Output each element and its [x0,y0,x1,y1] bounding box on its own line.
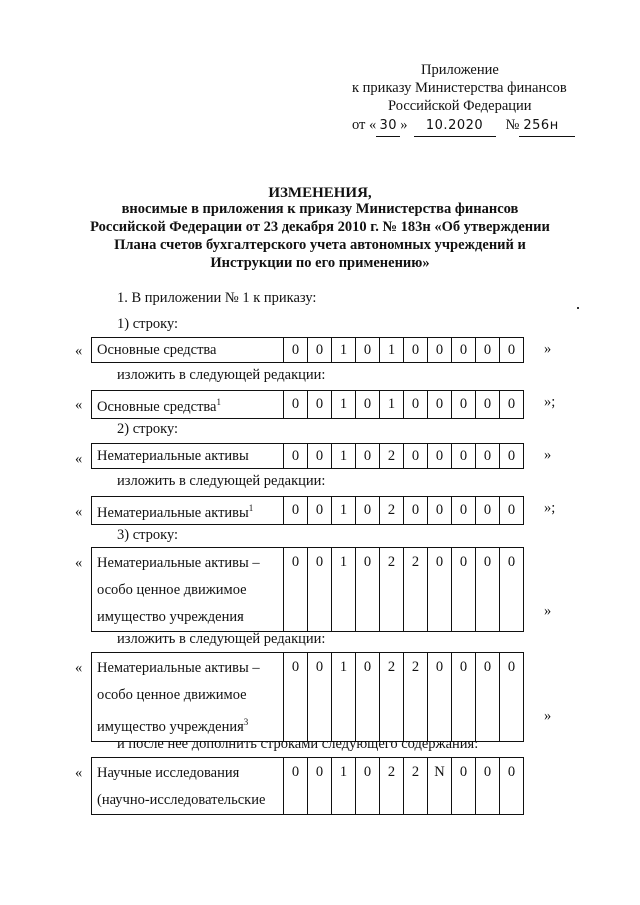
digit: 0 [284,497,308,525]
open-quote: « [75,343,83,359]
account-row-intangible-valuable-new [91,652,524,742]
open-quote: « [75,555,83,571]
digit: 1 [332,548,356,632]
digit: 1 [332,653,356,742]
order-number: 256н [519,116,575,137]
date-month-year: 10.2020 [414,116,496,137]
digit: 0 [356,444,380,469]
digit: 0 [308,758,332,815]
digit: 0 [500,497,524,525]
close-quote: »; [544,500,556,516]
digit: 0 [428,338,452,363]
digit: 2 [404,653,428,742]
header-line-1: Приложение [421,62,499,78]
account-name: Нематериальные активы$^1$ [92,497,284,525]
digit: 0 [356,391,380,419]
digit: 0 [476,391,500,419]
digit: 0 [356,338,380,363]
number-label: № [505,117,520,133]
digit: 0 [284,444,308,469]
digit: 0 [404,444,428,469]
account-row-fixed-assets [91,337,524,363]
digit: 0 [452,444,476,469]
date-mid: » [400,117,408,133]
digit: 0 [356,497,380,525]
redaction-note: изложить в следующей редакции: [117,473,326,489]
account-name: Основные средства$^1$ [92,391,284,419]
account-name: Нематериальные активы [92,444,284,469]
digit: 0 [428,497,452,525]
close-quote: » [544,603,552,619]
digit: 0 [476,653,500,742]
digit: 0 [308,653,332,742]
digit: 1 [380,338,404,363]
digit: 0 [356,653,380,742]
digit: 0 [500,391,524,419]
digit: 0 [500,338,524,363]
account-row-intangible-valuable [91,547,524,632]
close-quote: » [544,708,552,724]
digit: 0 [452,653,476,742]
digit: 1 [332,758,356,815]
close-quote: » [544,447,552,463]
digit: 0 [500,653,524,742]
append-note: и после нее дополнить строками следующего содержания: [117,736,479,752]
digit: 0 [308,391,332,419]
digit: 2 [380,548,404,632]
scan-speck [577,307,579,309]
digit: 0 [308,338,332,363]
title-line-2: вносимые в приложения к приказу Министерства финансов [121,201,519,217]
item-3: 3) строку: [117,527,179,543]
digit: 0 [404,391,428,419]
digit: 1 [332,444,356,469]
account-name: Научные исследования (научно-исследовательские [92,758,284,815]
title-main: ИЗМЕНЕНИЯ, [268,185,372,201]
digit: 0 [356,548,380,632]
title-line-3: Российской Федерации от 23 декабря 2010 г. № 183н «Об утверждении [90,219,550,235]
digit: 0 [476,758,500,815]
account-row-intangible-assets [91,443,524,469]
digit: 0 [476,338,500,363]
header-line-2: к приказу Министерства финансов [352,80,567,96]
digit: 0 [500,444,524,469]
digit: 0 [500,548,524,632]
item-1: 1) строку: [117,316,179,332]
digit: 1 [332,391,356,419]
digit: 0 [308,497,332,525]
digit: 0 [284,338,308,363]
digit: 0 [428,391,452,419]
open-quote: « [75,765,83,781]
open-quote: « [75,660,83,676]
redaction-note: изложить в следующей редакции: [117,367,326,383]
digit: 2 [404,758,428,815]
digit: 0 [476,548,500,632]
open-quote: « [75,504,83,520]
open-quote: « [75,451,83,467]
digit: 0 [284,653,308,742]
paragraph-1: 1. В приложении № 1 к приказу: [117,290,317,306]
redaction-note: изложить в следующей редакции: [117,631,326,647]
digit: 0 [356,758,380,815]
digit: 0 [452,338,476,363]
account-row-intangible-assets-new [91,496,524,525]
digit: N [428,758,452,815]
digit: 0 [428,653,452,742]
digit: 0 [404,338,428,363]
account-row-fixed-assets-new [91,390,524,419]
digit: 0 [428,444,452,469]
date-day: 30 [376,116,400,137]
digit: 2 [404,548,428,632]
digit: 0 [476,497,500,525]
digit: 0 [452,391,476,419]
digit: 0 [500,758,524,815]
digit: 0 [284,391,308,419]
account-row-research [91,757,524,815]
digit: 0 [428,548,452,632]
header-date [352,115,575,137]
digit: 1 [380,391,404,419]
close-quote: »; [544,394,556,410]
title-line-4: Плана счетов бухгалтерского учета автономных учреждений и [114,237,526,253]
digit: 0 [404,497,428,525]
digit: 2 [380,758,404,815]
digit: 0 [308,444,332,469]
digit: 1 [332,497,356,525]
digit: 0 [308,548,332,632]
digit: 2 [380,497,404,525]
digit: 0 [284,758,308,815]
title-line-5: Инструкции по его применению» [210,255,430,271]
digit: 0 [452,497,476,525]
digit: 0 [452,548,476,632]
digit: 0 [452,758,476,815]
digit: 2 [380,444,404,469]
close-quote: » [544,341,552,357]
open-quote: « [75,397,83,413]
date-prefix: от « [352,117,377,133]
account-name: Основные средства [92,338,284,363]
header-line-3: Российской Федерации [388,98,532,114]
digit: 0 [284,548,308,632]
digit: 1 [332,338,356,363]
digit: 0 [476,444,500,469]
account-name: Нематериальные активы – особо ценное движимое имущество учреждения [92,548,284,632]
item-2: 2) строку: [117,421,179,437]
digit: 2 [380,653,404,742]
account-name: Нематериальные активы – особо ценное движимое имущество учреждения$^3$ [92,653,284,742]
